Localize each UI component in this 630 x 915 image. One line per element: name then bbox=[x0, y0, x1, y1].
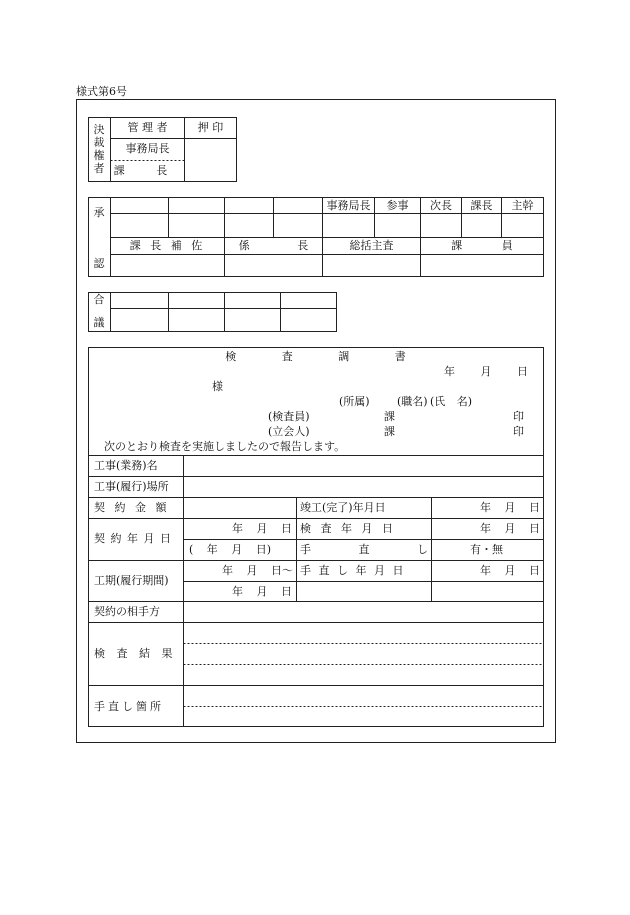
stamp-label: 押 印 bbox=[197, 121, 224, 134]
approval-header-section-chief: 課長 bbox=[470, 199, 493, 212]
fix-date-label: 手 直 し 年 月 日 bbox=[300, 564, 404, 577]
approval-char-bottom: 認 bbox=[93, 257, 105, 270]
inspector-label: (検査員) bbox=[268, 410, 310, 423]
report-date: 年 月 日 bbox=[444, 365, 528, 378]
inspection-date-value: 年 月 日 bbox=[480, 522, 540, 535]
position-label: (職名) bbox=[397, 395, 428, 408]
fix-location-label: 手直し箇所 bbox=[94, 700, 164, 713]
witness-label: (立会人) bbox=[268, 425, 310, 438]
fix-choice: 有・無 bbox=[470, 543, 503, 556]
form-number: 様式第6号 bbox=[76, 85, 127, 98]
result-label: 検 査 結 果 bbox=[94, 647, 173, 660]
period-label: 工期(履行期間) bbox=[94, 574, 169, 587]
inspection-date-label: 検 査 年 月 日 bbox=[300, 522, 393, 535]
report-statement: 次のとおり検査を実施しましたので報告します。 bbox=[104, 440, 346, 453]
consultation-char-bottom: 議 bbox=[93, 316, 105, 329]
decision-char-4: 者 bbox=[93, 162, 105, 175]
section-chief-label: 課 長 bbox=[113, 164, 182, 177]
witness-seal: 印 bbox=[513, 425, 524, 438]
manager-label: 管 理 者 bbox=[127, 121, 168, 134]
completion-date-value: 年 月 日 bbox=[480, 501, 540, 514]
approval-header-councillor: 参事 bbox=[386, 199, 409, 212]
period-from: 年 月 日〜 bbox=[222, 564, 293, 577]
office-director-label: 事務局長 bbox=[125, 142, 170, 155]
work-name-label: 工事(業務)名 bbox=[94, 459, 158, 472]
decision-char-1: 決 bbox=[93, 123, 105, 136]
report-title: 検 査 調 書 bbox=[225, 350, 406, 363]
contract-date-label: 契 約 年 月 日 bbox=[94, 532, 171, 545]
approval-members: 課 員 bbox=[451, 239, 513, 252]
contract-amount-label: 契 約 金 額 bbox=[94, 501, 167, 514]
period-to: 年 月 日 bbox=[232, 585, 292, 598]
witness-section: 課 bbox=[384, 425, 395, 438]
decision-char-2: 裁 bbox=[93, 136, 105, 149]
work-location-label: 工事(履行)場所 bbox=[94, 480, 169, 493]
inspector-seal: 印 bbox=[513, 410, 524, 423]
counterparty-label: 契約の相手方 bbox=[94, 605, 160, 618]
approval-char-top: 承 bbox=[93, 206, 105, 219]
approval-chief-inspector: 総括主査 bbox=[349, 239, 394, 252]
name-label: (氏 名) bbox=[430, 395, 473, 408]
fix-label: 手 直 し bbox=[300, 543, 428, 556]
approval-header-chief-officer: 主幹 bbox=[511, 199, 534, 212]
fix-date-value: 年 月 日 bbox=[480, 564, 540, 577]
approval-header-office-director: 事務局長 bbox=[326, 199, 371, 212]
contract-date-paren: ( 年 月 日) bbox=[189, 543, 272, 556]
inspector-section: 課 bbox=[384, 410, 395, 423]
completion-date-label: 竣工(完了)年月日 bbox=[300, 501, 386, 514]
affiliation-label: (所属) bbox=[339, 395, 370, 408]
approval-header-deputy: 次長 bbox=[430, 199, 452, 212]
decision-char-3: 権 bbox=[93, 149, 105, 162]
approval-assistant-chief: 課 長 補 佐 bbox=[129, 239, 206, 252]
approval-staff: 係 長 bbox=[238, 239, 309, 252]
contract-date-value: 年 月 日 bbox=[232, 522, 292, 535]
consultation-char-top: 合 bbox=[93, 293, 105, 306]
addressee-suffix: 様 bbox=[212, 380, 223, 393]
